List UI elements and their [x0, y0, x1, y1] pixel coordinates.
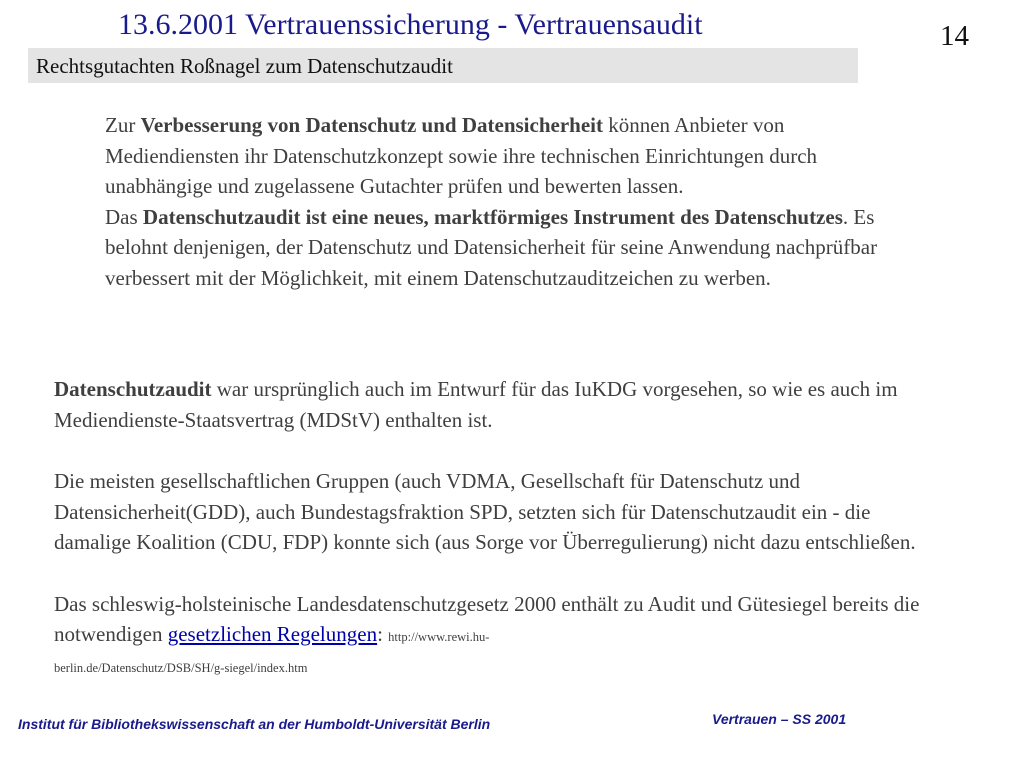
url-text-part2: berlin.de/Datenschutz/DSB/SH/g-siegel/index.htm: [54, 660, 308, 675]
paragraph-gap: [54, 558, 949, 589]
slide-title: 13.6.2001 Vertrauenssicherung - Vertrauensaudit: [118, 8, 703, 41]
url-text-part1: http://www.rewi.hu-: [388, 630, 490, 644]
subtitle-text: Rechtsgutachten Roßnagel zum Datenschutzaudit: [36, 54, 453, 78]
footer-course: Vertrauen – SS 2001: [712, 711, 847, 727]
main-paragraph-3: [54, 589, 949, 681]
intro-p1-rest: können Anbieter von Mediendiensten ihr Datenschutzkonzept sowie ihre technischen Einrichtungen durch unabhängige und zugelassene Gutachter prüfen und bewerten lassen.: [105, 113, 818, 198]
intro-paragraph-2: [105, 202, 905, 294]
main-p3-colon: :: [377, 622, 389, 646]
main-paragraph-2: Die meisten gesellschaftlichen Gruppen (auch VDMA, Gesellschaft für Datenschutz und Datensicherheit(GDD), auch Bundestagsfraktion SPD, setzten sich für Datenschutzaudit ein - die damalige Koalition (CDU, FDP) konnte sich (aus Sorge vor Überregulierung) nicht dazu entschließen.: [54, 469, 916, 554]
subtitle-bar: [28, 48, 858, 83]
slide-number: 14: [940, 20, 969, 52]
paragraph-gap: [54, 435, 949, 466]
intro-p1-bold: Verbesserung von Datenschutz und Datensicherheit: [140, 113, 603, 137]
main-p1-rest: war ursprünglich auch im Entwurf für das IuKDG vorgesehen, so wie es auch im Mediendienste-Staatsvertrag (MDStV) enthalten ist.: [54, 377, 898, 432]
intro-p2-lead: Das: [105, 204, 143, 229]
footer-institution: Institut für Bibliothekswissenschaft an der Humboldt-Universität Berlin: [18, 716, 491, 732]
main-block: [54, 374, 949, 680]
main-p1-bold: Datenschutzaudit: [54, 377, 212, 401]
intro-paragraph-1: [105, 110, 905, 202]
intro-p2-rest: . Es belohnt denjenigen, der Datenschutz und Datensicherheit für seine Anwendung nachprüfbar verbessert mit der Möglichkeit, mit einem Datenschutzauditzeichen zu werben.: [105, 204, 878, 290]
intro-p2-bold: Datenschutzaudit ist eine neues, marktförmiges Instrument des Datenschutzes: [142, 204, 843, 229]
main-p3-lead: Das schleswig-holsteinische Landesdatenschutzgesetz 2000 enthält zu Audit und Gütesiegel bereits die notwendigen: [54, 591, 920, 646]
intro-block: [105, 110, 905, 293]
gesetzliche-regelungen-link[interactable]: gesetzlichen Regelungen: [167, 622, 378, 646]
intro-p1-lead: Zur: [105, 113, 141, 137]
main-paragraph-1: [54, 374, 949, 435]
